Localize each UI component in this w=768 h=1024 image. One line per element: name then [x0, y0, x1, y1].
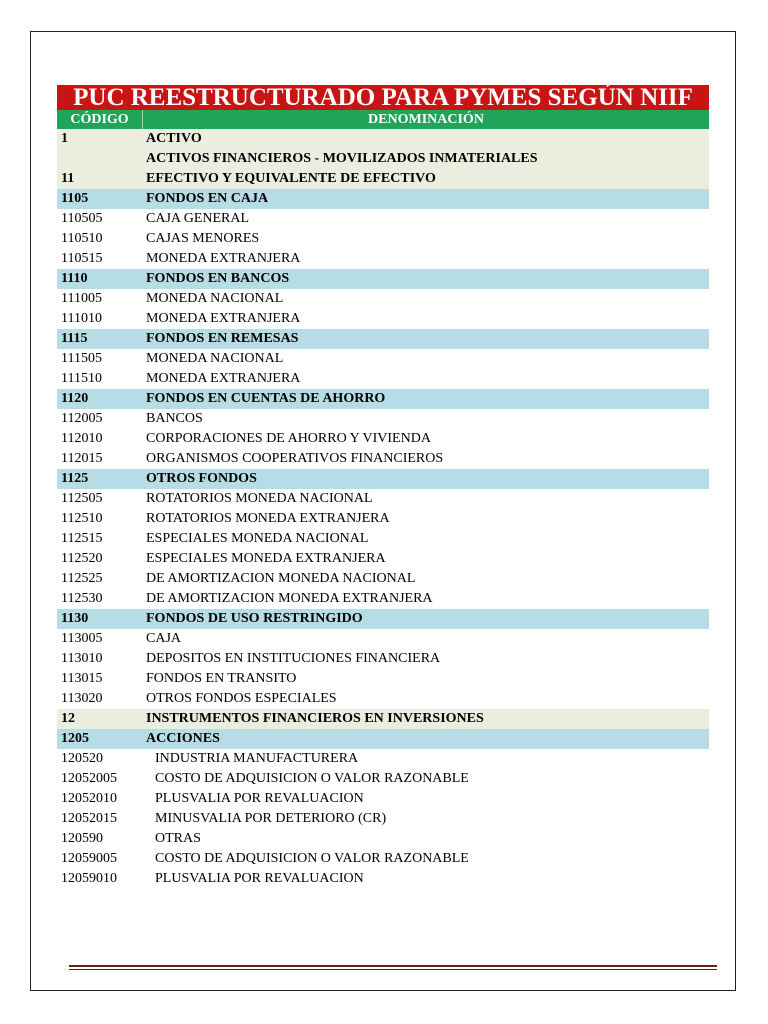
table-row [57, 609, 709, 629]
account-code: 111005 [61, 291, 102, 306]
account-code: 12052010 [61, 791, 117, 806]
account-code: 1125 [61, 471, 89, 486]
account-name: CORPORACIONES DE AHORRO Y VIVIENDA [146, 431, 431, 446]
account-code: 113005 [61, 631, 103, 646]
account-name: BANCOS [146, 411, 203, 426]
table-row [57, 269, 709, 289]
account-code: 12059010 [61, 871, 117, 886]
table-row [57, 689, 709, 709]
account-name: FONDOS EN TRANSITO [146, 671, 297, 686]
account-name: MONEDA EXTRANJERA [146, 311, 301, 326]
account-code: 1130 [61, 611, 89, 626]
header-code: CÓDIGO [70, 112, 129, 127]
account-name: ACCIONES [146, 731, 220, 746]
account-name: ORGANISMOS COOPERATIVOS FINANCIEROS [146, 451, 444, 466]
account-name: ROTATORIOS MONEDA EXTRANJERA [146, 511, 390, 526]
table-row [57, 629, 709, 649]
table-row [57, 529, 709, 549]
account-code: 12059005 [61, 851, 117, 866]
table-row [57, 809, 709, 829]
table-row [57, 409, 709, 429]
account-code: 112015 [61, 451, 103, 466]
account-name: PLUSVALIA POR REVALUACION [155, 871, 364, 886]
account-name: MONEDA EXTRANJERA [146, 251, 301, 266]
table-row [57, 549, 709, 569]
table-row [57, 869, 709, 889]
table-row [57, 749, 709, 769]
table-row [57, 209, 709, 229]
table-row [57, 369, 709, 389]
account-code: 1 [61, 131, 68, 146]
table-row [57, 289, 709, 309]
account-name: COSTO DE ADQUISICION O VALOR RAZONABLE [155, 771, 469, 786]
account-name: INSTRUMENTOS FINANCIEROS EN INVERSIONES [146, 711, 484, 726]
table-row [57, 169, 709, 189]
table-row [57, 449, 709, 469]
account-code: 1205 [61, 731, 89, 746]
account-code: 112010 [61, 431, 103, 446]
account-code: 111010 [61, 311, 102, 326]
account-code: 120520 [61, 751, 103, 766]
header-denomination: DENOMINACIÓN [142, 110, 709, 129]
table-row [57, 149, 709, 169]
account-name: PLUSVALIA POR REVALUACION [155, 791, 364, 806]
account-name: OTROS FONDOS ESPECIALES [146, 691, 337, 706]
table-row [57, 329, 709, 349]
account-code [57, 149, 146, 169]
account-name: DEPOSITOS EN INSTITUCIONES FINANCIERA [146, 651, 441, 666]
account-name: DE AMORTIZACION MONEDA EXTRANJERA [146, 591, 433, 606]
account-code: 112505 [61, 491, 103, 506]
table-header [57, 110, 709, 129]
account-code: 113010 [61, 651, 103, 666]
account-code: 110505 [61, 211, 103, 226]
document-title: PUC REESTRUCTURADO PARA PYMES SEGÚN NIIF [57, 85, 709, 110]
account-name: MONEDA EXTRANJERA [146, 371, 301, 386]
account-code: 113020 [61, 691, 103, 706]
table-row [57, 389, 709, 409]
account-name: CAJAS MENORES [146, 231, 260, 246]
account-name: ACTIVOS FINANCIEROS - MOVILIZADOS INMATERIALES [146, 151, 538, 166]
table-row [57, 309, 709, 329]
account-name: CAJA [146, 631, 182, 646]
account-table [57, 129, 709, 889]
table-row [57, 509, 709, 529]
table-row [57, 589, 709, 609]
table-row [57, 729, 709, 749]
account-code: 12052005 [61, 771, 117, 786]
account-code: 120590 [61, 831, 103, 846]
table-row [57, 349, 709, 369]
table-row [57, 129, 709, 149]
table-row [57, 489, 709, 509]
table-row [57, 829, 709, 849]
account-name: FONDOS DE USO RESTRINGIDO [146, 611, 363, 626]
account-code: 12052015 [61, 811, 117, 826]
account-code: 1110 [61, 271, 88, 286]
footer-rule [69, 965, 717, 970]
account-code: 112005 [61, 411, 103, 426]
account-name: CAJA GENERAL [146, 211, 250, 226]
account-code: 111505 [61, 351, 102, 366]
table-row [57, 229, 709, 249]
account-code: 1115 [61, 331, 88, 346]
table-row [57, 669, 709, 689]
account-name: ROTATORIOS MONEDA NACIONAL [146, 491, 373, 506]
account-name: MONEDA NACIONAL [146, 291, 284, 306]
account-code: 113015 [61, 671, 103, 686]
table-row [57, 249, 709, 269]
puc-document [57, 85, 709, 889]
account-name: OTROS FONDOS [146, 471, 257, 486]
account-name: MINUSVALIA POR DETERIORO (CR) [155, 811, 387, 826]
account-code: 112520 [61, 551, 103, 566]
account-code: 112530 [61, 591, 103, 606]
account-code: 111510 [61, 371, 102, 386]
account-name: FONDOS EN REMESAS [146, 331, 299, 346]
account-name: FONDOS EN BANCOS [146, 271, 290, 286]
account-code: 110510 [61, 231, 103, 246]
account-code: 1105 [61, 191, 89, 206]
account-name: ESPECIALES MONEDA EXTRANJERA [146, 551, 386, 566]
account-name: FONDOS EN CUENTAS DE AHORRO [146, 391, 386, 406]
table-row [57, 849, 709, 869]
account-name: COSTO DE ADQUISICION O VALOR RAZONABLE [155, 851, 469, 866]
table-row [57, 789, 709, 809]
account-code: 112510 [61, 511, 103, 526]
account-code: 112525 [61, 571, 103, 586]
table-row [57, 709, 709, 729]
table-row [57, 469, 709, 489]
account-code: 12 [61, 711, 75, 726]
table-row [57, 769, 709, 789]
account-name: ACTIVO [146, 131, 202, 146]
account-name: FONDOS EN CAJA [146, 191, 269, 206]
table-row [57, 429, 709, 449]
account-name: ESPECIALES MONEDA NACIONAL [146, 531, 369, 546]
account-code: 1120 [61, 391, 89, 406]
account-name: DE AMORTIZACION MONEDA NACIONAL [146, 571, 416, 586]
account-code: 11 [61, 171, 75, 186]
account-code: 112515 [61, 531, 103, 546]
account-name: OTRAS [155, 831, 201, 846]
table-row [57, 189, 709, 209]
account-name: INDUSTRIA MANUFACTURERA [155, 751, 359, 766]
table-row [57, 569, 709, 589]
table-row [57, 649, 709, 669]
account-name: MONEDA NACIONAL [146, 351, 284, 366]
account-name: EFECTIVO Y EQUIVALENTE DE EFECTIVO [146, 171, 436, 186]
account-code: 110515 [61, 251, 103, 266]
